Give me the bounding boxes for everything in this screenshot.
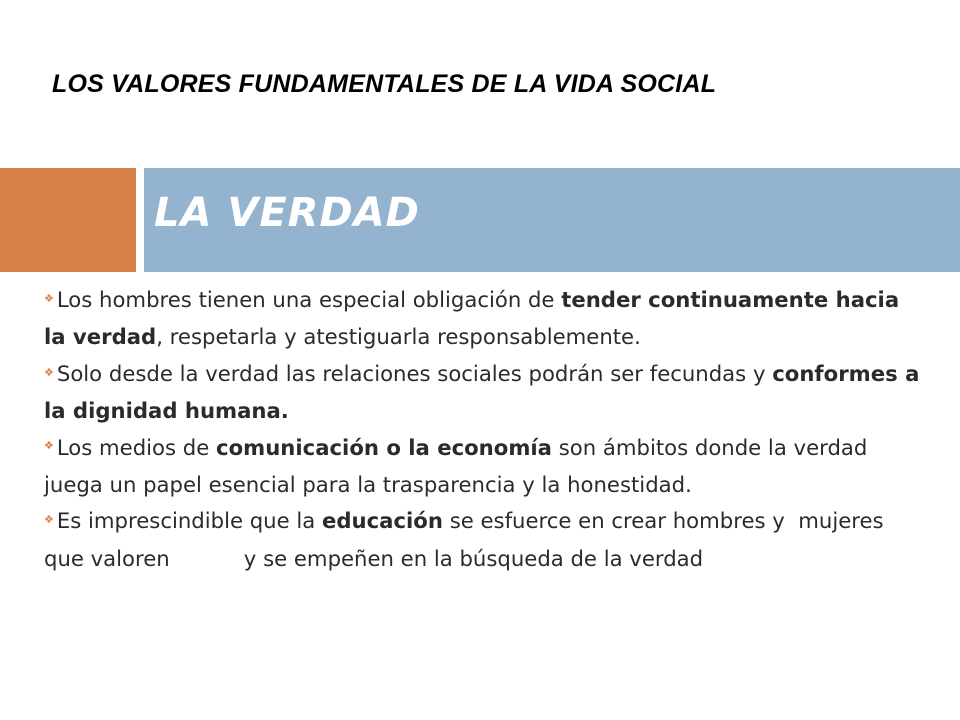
accent-block [0,168,136,272]
bullet-bold-text: tender continuamente hacia la verdad [44,287,900,350]
bullet-bold-text: comunicación o la economía [216,434,552,460]
diamond-bullet-icon: ❖ [44,439,54,453]
bullet-text: Solo desde la verdad las relaciones sociales podrán ser fecundas y [56,360,773,386]
bullet-bold-text: conformes a la dignidad humana. [44,360,920,423]
bullet-text: son ámbitos donde la verdad juega un papel esencial para la trasparencia y la honestidad. [44,434,868,497]
diamond-bullet-icon: ❖ [44,513,54,526]
bullet-list [44,282,922,577]
bullet-text: , respetarla y atestiguarla responsablemente. [156,324,641,350]
bullet-item [44,430,922,504]
bullet-bold-text: educación [322,508,443,534]
section-title: LA VERDAD [154,190,420,236]
bullet-text: Es imprescindible que la [56,508,322,534]
diamond-bullet-icon: ❖ [44,365,54,379]
bullet-item [44,503,922,577]
diamond-bullet-icon: ❖ [44,291,54,305]
slide-title: LOS VALORES FUNDAMENTALES DE LA VIDA SOCIAL [52,70,717,98]
bullet-item [44,282,922,356]
bullet-text: Los hombres tienen una especial obligación de [56,287,562,312]
bullet-text: Los medios de [56,434,217,460]
bullet-item [44,356,922,430]
bullet-text: se esfuerce en crear hombres y mujeres que valoren y se empeñen en la búsqueda de la verdad [44,508,891,571]
